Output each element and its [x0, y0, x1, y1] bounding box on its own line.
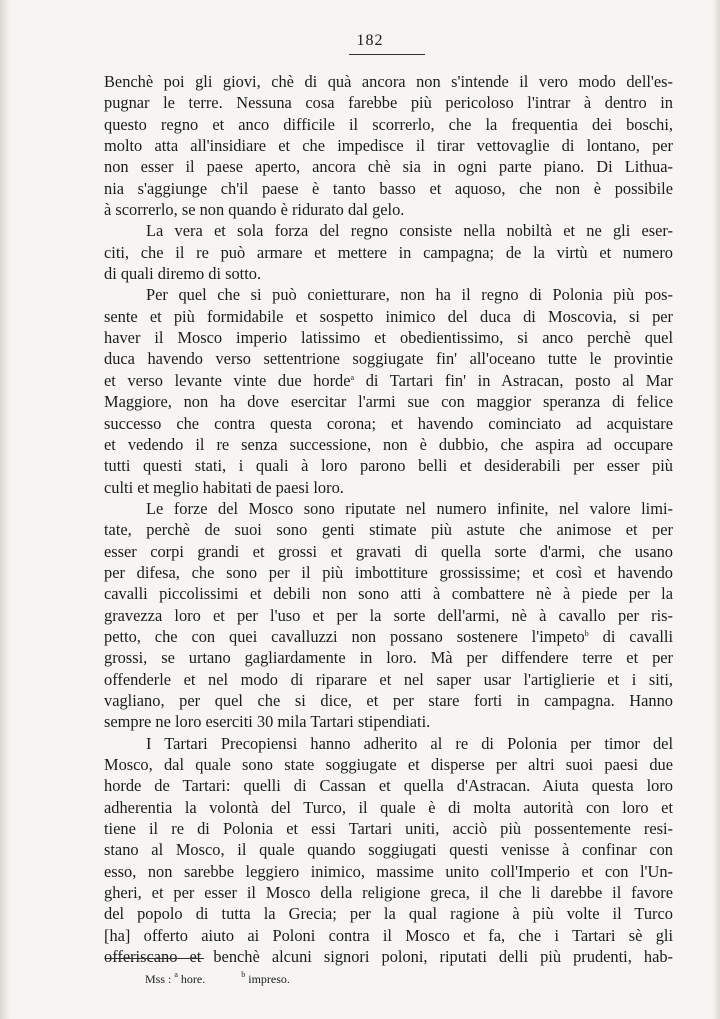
text-line: offeriscano et benchè alcuni signori poloni, riputati delli più prudenti, hab- [104, 947, 673, 967]
page-edge-right [712, 0, 720, 1019]
footnote-a-marker: a [174, 970, 178, 979]
text-line-with-note [104, 370, 673, 391]
page-edge-left [0, 0, 10, 1019]
text-line: Maggiore, non ha dove esercitar l'armi sue con maggior speranza di felice [104, 392, 673, 412]
text-line: di quali diremo di sotto. [104, 264, 262, 284]
text-line: à scorrerlo, se non quando è ridurato dal gelo. [104, 200, 405, 220]
text-line: duca havendo verso settentrione soggiugate fin' all'oceano tutte le provintie [104, 349, 673, 369]
text-segment: di cavalli [588, 626, 673, 646]
text-segment: et verso levante vinte due horde [104, 370, 351, 390]
footnote-marker-b: b [584, 628, 589, 638]
text-line: sempre ne loro eserciti 30 mila Tartari stipendiati. [104, 712, 431, 732]
text-line: gravezza loro et per l'uso et per la sorte dell'armi, nè à cavallo per ris- [104, 605, 673, 625]
body-text [104, 71, 673, 967]
text-segment: di Tartari fin' in Astracan, posto al Mar [354, 370, 674, 390]
text-line: et vedendo il re senza successione, non è dubbio, che aspira ad occupare [104, 434, 673, 454]
text-line: grossi, se urtano gagliardamente in loro. Mà per diffendere terre et per [104, 648, 673, 668]
text-line-with-note [104, 626, 673, 647]
text-line: adherentia la volontà del Turco, il quale è di molta autorità con loro et [104, 797, 673, 817]
text-line: successo che contra questa corona; et havendo cominciato ad acquistare [104, 413, 673, 433]
footnote-a-text: hore. [180, 972, 206, 986]
footnote-b-marker: b [241, 970, 246, 979]
text-line: sente et più formidabile et sospetto inimico del duca di Moscovia, si per [104, 306, 673, 326]
text-line: stano al Mosco, il quale quando soggiugati questi venisse à confinar con [104, 840, 673, 860]
header-rule [349, 54, 425, 55]
text-line: La vera et sola forza del regno consiste nella nobiltà et ne gli eser- [146, 221, 673, 241]
text-line: non esser il paese aperto, ancora chè sia in ogni parte piano. Di Lithua- [104, 157, 673, 177]
text-line: Per quel che si può conietturare, non ha il regno di Polonia più pos- [146, 285, 673, 305]
text-line: I Tartari Precopiensi hanno adherito al re di Polonia per timor del [146, 733, 673, 753]
text-line: offenderle et nel modo di riparare et nel saper usar l'artiglierie et i siti, [104, 669, 673, 689]
text-line: tiene il re di Polonia et essi Tartari uniti, acciò più possentemente resi- [104, 819, 673, 839]
text-line: cavalli piccolissimi et debili non sono atti à combattere nè à piede per la [104, 584, 673, 604]
text-line: molto atta all'insidiare et che impedisce il tirar vettovaglie di lontano, per [104, 136, 673, 156]
text-line: nia s'aggiunge ch'il paese è tanto basso et aquoso, che non è possibile [104, 178, 673, 198]
text-line: horde de Tartari: quelli di Cassan et quella d'Astracan. Aiuta questa loro [104, 776, 673, 796]
text-line: Mosco, dal quale sono state soggiugate et disperse per altri suoi paesi due [104, 755, 673, 774]
text-line: culti et meglio habitati de paesi loro. [104, 477, 344, 497]
text-line: Le forze del Mosco sono riputate nel numero infinite, nel valore limi- [146, 498, 673, 518]
footnote-b-text: impreso. [248, 972, 290, 986]
text-line: [ha] offerto aiuto ai Poloni contra il Mosco et fa, che i Tartari sè gli [104, 925, 673, 945]
text-line: haver il Mosco imperio latissimo et obedientissimo, si anco perchè quel [104, 328, 673, 348]
text-line: citi, che il re può armare et mettere in campagna; de la virtù et numero [104, 242, 673, 262]
footnote-label: Mss : [145, 972, 172, 986]
text-line: vagliano, per quel che si dice, et per stare forti in campagna. Hanno [104, 690, 673, 710]
text-line: del popolo di tutta la Grecia; per la qual ragione à più volte il Turco [104, 904, 673, 924]
text-line: gheri, et per esser il Mosco della religione greca, il che li darebbe il favore [104, 883, 673, 903]
text-segment: petto, che con quei cavalluzzi non possano sostenere l'impeto [104, 626, 585, 646]
text-line: questo regno et anco difficile il scorrerlo, che la frequentia dei boschi, [104, 114, 673, 134]
text-line: tutti questi stati, i quali à loro parono belli et desiderabili per esser più [104, 456, 673, 476]
text-line: esso, non sarebbe leggiero inimico, massime unito coll'Imperio et con l'Un- [104, 861, 673, 881]
footnote-marker-a: a [350, 372, 355, 382]
text-line: tate, perchè de suoi sono genti stimate più astute che animose et per [104, 520, 673, 540]
footnotes [145, 972, 290, 987]
footnote-rule [106, 958, 204, 959]
text-line: esser corpi grandi et grossi et gravati di quella sorte d'armi, che usano [104, 541, 673, 561]
text-line: Benchè poi gli giovi, chè di quà ancora non s'intende il vero modo dell'es- [104, 72, 673, 91]
text-line: pugnar le terre. Nessuna cosa farebbe più pericoloso l'intrar à dentro in [104, 93, 673, 113]
page-number: 182 [356, 32, 384, 49]
text-line: per difesa, che sono per il più imbottiture grossissime; et così et havendo [104, 562, 673, 582]
